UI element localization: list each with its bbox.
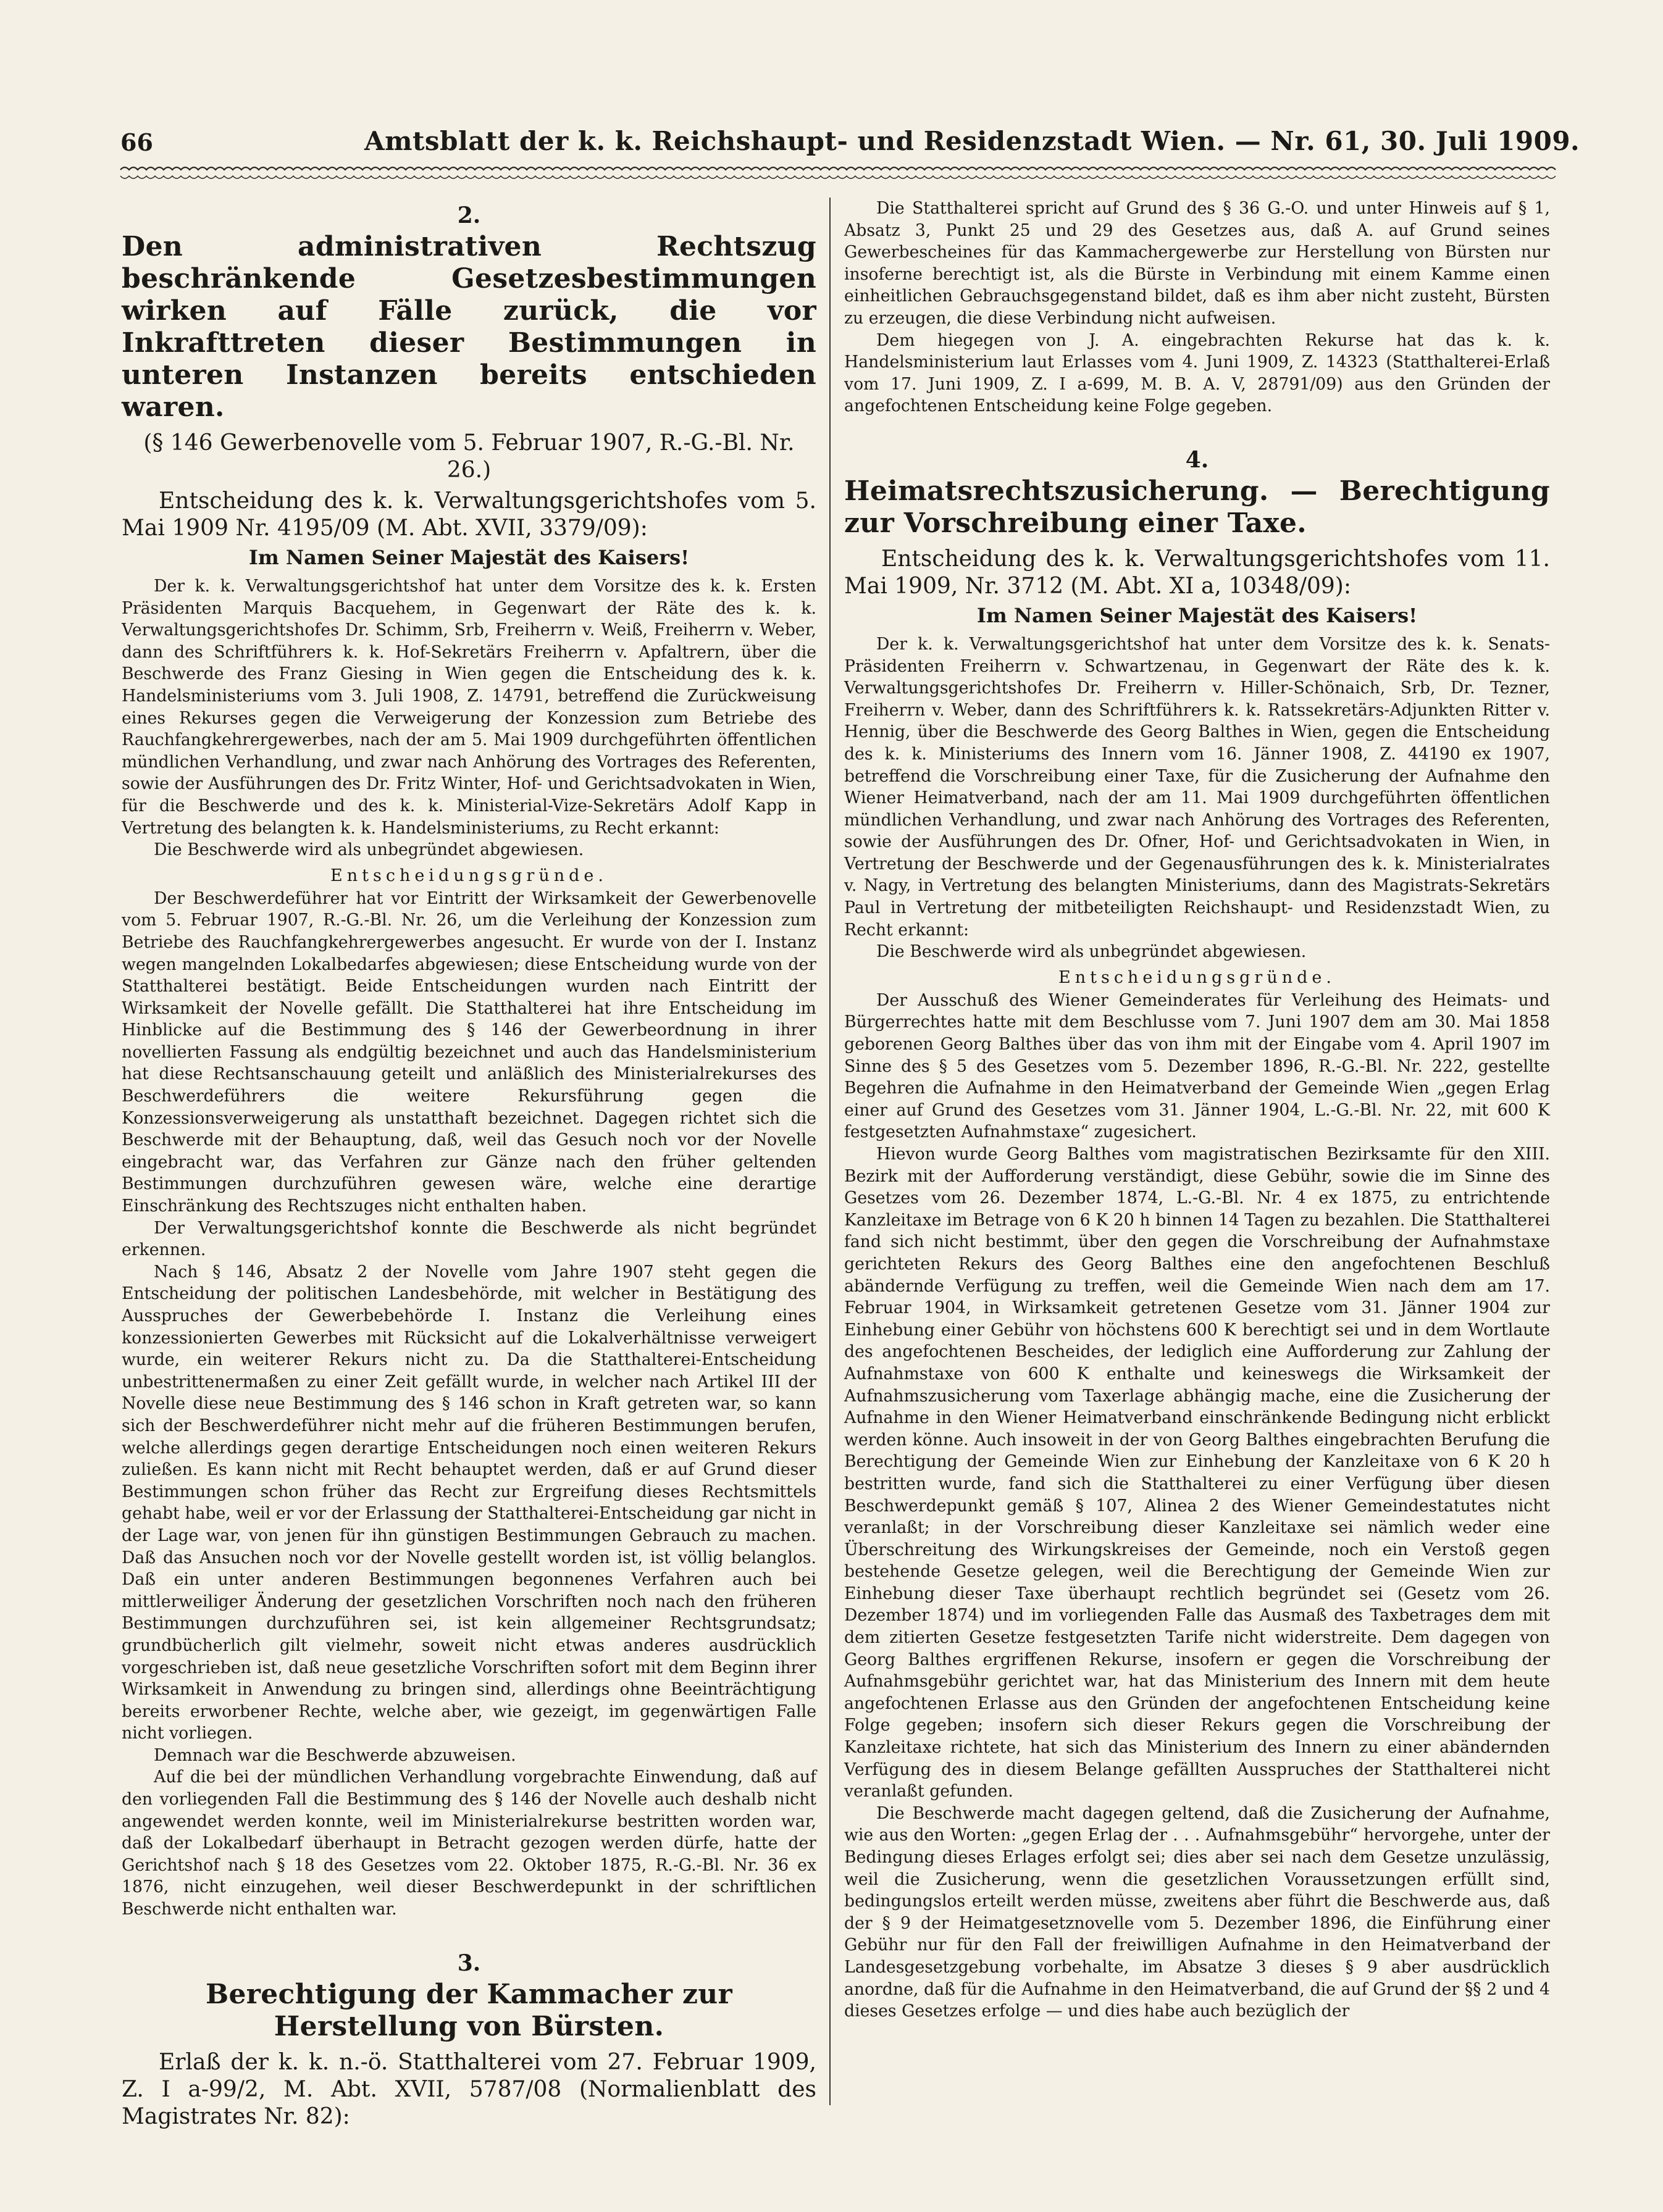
section-2-number: 2.: [457, 202, 481, 228]
header-ornamental-rule: [120, 164, 1553, 182]
section-4-grounds-heading: Entscheidungsgründe.: [1058, 967, 1336, 987]
section-4-number: 4.: [1185, 446, 1209, 473]
section-2-paragraph: Auf die bei der mündlichen Verhandlung vorgebrachte Einwendung, daß auf den vorliegenden Fall die Bestimmung des § 146 der Novelle auch deshalb nicht angewendet werden konnte, weil im Ministerialrekurse bestritten worden war, daß der Lokalbedarf überhaupt in Betracht gezogen werden dürfe, hatte der Gerichtshof nach § 18 des Gesetzes vom 22. Oktober 1875, R.-G.-Bl. Nr. 36 ex 1876, nicht einzugehen, weil dieser Beschwerdepunkt in der schriftlichen Beschwerde nicht enthalten war.: [122, 1768, 816, 1919]
section-2-paragraph: Demnach war die Beschwerde abzuweisen.: [154, 1745, 516, 1765]
section-3-decree: Erlaß der k. k. n.-ö. Statthalterei vom 27. Februar 1909, Z. I a-99/2, M. Abt. XVII, 5787/08 (Normalienblatt des Magistrates Nr. 82):: [122, 2049, 816, 2129]
section-2-name-line: Im Namen Seiner Majestät des Kaisers!: [248, 546, 690, 569]
section-4-name-line: Im Namen Seiner Majestät des Kaisers!: [976, 603, 1418, 627]
section-4-title: Heimatsrechtszusicherung. — Berechtigung zur Vorschreibung einer Taxe.: [844, 475, 1550, 539]
section-2-decision: Entscheidung des k. k. Verwaltungsgerichtshofes vom 5. Mai 1909 Nr. 4195/09 (M. Abt. XVII, 3379/09):: [122, 488, 816, 541]
section-3-paragraph: Dem hiegegen von J. A. eingebrachten Rekurse hat das k. k. Handelsministerium laut Erlasses vom 4. Juni 1909, Z. 14323 (Statthalterei-Erlaß vom 17. Juni 1909, Z. I a-699, M. B. A. V, 28791/09) aus den Gründen der angefochtenen Entscheidung keine Folge gegeben.: [844, 330, 1550, 416]
section-3-number: 3.: [457, 1950, 481, 1976]
section-3-paragraph: Die Statthalterei spricht auf Grund des § 36 G.-O. und unter Hinweis auf § 1, Absatz 3, Punkt 25 und 29 des Gesetzes aus, daß A. auf Grund seines Gewerbescheines für das Kammachergewerbe zur Herstellung von Bürsten nur insoferne berechtigt ist, als die Bürste in Verbindung mit einem Kamme einen einheitlichen Gebrauchsgegenstand bildet, daß es ihm aber nicht zusteht, Bürsten zu erzeugen, die diese Verbindung nicht aufweisen.: [844, 199, 1550, 328]
left-column: [122, 198, 816, 2129]
section-4-verdict: Die Beschwerde wird als unbegründet abgewiesen.: [876, 942, 1307, 962]
right-column: [844, 198, 1550, 2105]
section-2-verdict: Die Beschwerde wird als unbegründet abgewiesen.: [154, 840, 584, 860]
column-divider: [829, 198, 831, 2105]
section-2-paragraph: Der Beschwerdeführer hat vor Eintritt der Wirksamkeit der Gewerbenovelle vom 5. Februar 1907, R.-G.-Bl. Nr. 26, um die Verleihung der Konzession zum Betriebe des Rauchfangkehrergewerbes angesucht. Er wurde von der I. Instanz wegen mangelnden Lokalbedarfes abgewiesen; diese Entscheidung wurde von der Statthalterei bestätigt. Beide Entscheidungen wurden nach Eintritt der Wirksamkeit der Novelle gefällt. Die Statthalterei hat ihre Entscheidung im Hinblicke auf die Bestimmung des § 146 der Gewerbeordnung in ihrer novellierten Fassung als endgültig bezeichnet und auch das Handelsministerium hat diese Rechtsanschauung geteilt und anläßlich des Ministerialrekurses des Beschwerdeführers die weitere Rekursführung gegen die Konzessionsverweigerung als unstatthaft bezeichnet. Dagegen richtet sich die Beschwerde mit der Behauptung, daß, weil das Gesuch noch vor der Novelle eingebracht war, das Verfahren zur Gänze nach den früher geltenden Bestimmungen durchzuführen gewesen wäre, welche eine derartige Einschränkung des Rechtszuges nicht enthalten haben.: [122, 888, 816, 1216]
section-2-title: Den administrativen Rechtszug beschränkende Gesetzesbestimmungen wirken auf Fälle zurück, die vor Inkrafttreten dieser Bestimmungen in unteren Instanzen bereits entschieden waren.: [122, 231, 816, 423]
section-4-paragraph: Hievon wurde Georg Balthes vom magistratischen Bezirksamte für den XIII. Bezirk mit der Aufforderung verständigt, diese Gebühr, sowie die im Sinne des Gesetzes vom 26. Dezember 1874, L.-G.-Bl. Nr. 4 ex 1875, zu entrichtende Kanzleitaxe im Betrage von 6 K 20 h binnen 14 Tagen zu bezahlen. Die Statthalterei fand sich nicht bestimmt, über den gegen die Vorschreibung der Aufnahmstaxe gerichteten Rekurs des Georg Balthes eine den angefochtenen Beschluß abändernde Verfügung zu treffen, weil die Gemeinde Wien nach dem am 17. Februar 1904, in Wirksamkeit getretenen Gesetze vom 31. Jänner 1904 zur Einhebung einer Gebühr von höchstens 600 K berechtigt sei und in dem Wortlaute des angefochtenen Bescheides, der lediglich eine Aufforderung zur Zahlung der Aufnahmstaxe von 600 K enthalte und keineswegs die Wirksamkeit der Aufnahmszusicherung vom Taxerlage abhängig mache, eine die Zusicherung der Aufnahme in den Wiener Heimatverband einschränkende Bedingung nicht erblickt werden könne. Auch insoweit in der von Georg Balthes eingebrachten Berufung die Berechtigung der Gemeinde Wien zur Einhebung der Kanzleitaxe von 6 K 20 h bestritten wurde, fand sich die Statthalterei zu einer Verfügung über diesen Beschwerdepunkt gemäß § 107, Alinea 2 des Wiener Gemeindestatutes nicht veranlaßt; in der Vorschreibung dieser Kanzleitaxe sei nämlich weder eine Überschreitung des Wirkungskreises der Gemeinde, noch ein Verstoß gegen bestehende Gesetze gelegen, weil die Berechtigung der Gemeinde Wien zur Einhebung dieser Taxe überhaupt rechtlich begründet sei (Gesetz vom 26. Dezember 1874) und im vorliegenden Falle das Ausmaß des Taxbetrages dem mit dem zitierten Gesetze festgesetzten Tarife nicht widerstreite. Dem dagegen von Georg Balthes ergriffenen Rekurse, insofern er gegen die Vorschreibung der Aufnahmsgebühr gerichtet war, hat das Ministerium des Innern mit dem heute angefochtenen Erlasse aus den Gründen der angefochtenen Entscheidung keine Folge gegeben; insofern sich dieser Rekurs gegen die Vorschreibung der Kanzleitaxe richtete, hat sich das Ministerium des Innern zu einer abändernden Verfügung des in diesem Belange gefällten Ausspruches der Statthalterei nicht veranlaßt gefunden.: [844, 1145, 1550, 1801]
section-2-citation: (§ 146 Gewerbenovelle vom 5. Februar 1907, R.-G.-Bl. Nr. 26.): [143, 430, 795, 483]
page-number: 66: [120, 128, 153, 156]
section-4-decision: Entscheidung des k. k. Verwaltungsgerichtshofes vom 11. Mai 1909, Nr. 3712 (M. Abt. XI a, 10348/09):: [844, 546, 1550, 599]
section-3-title: Berechtigung der Kammacher zur Herstellung von Bürsten.: [205, 1978, 733, 2042]
page-header: [120, 122, 1580, 165]
section-2-paragraph: Der k. k. Verwaltungsgerichtshof hat unter dem Vorsitze des k. k. Ersten Präsidenten Marquis Bacquehem, in Gegenwart der Räte des k. k. Verwaltungsgerichtshofes Dr. Schimm, Srb, Freiherrn v. Weiß, Freiherrn v. Weber, dann des Schriftführers k. k. Hof-Sekretärs Freiherrn v. Apfaltrern, über die Beschwerde des Franz Giesing in Wien gegen die Entscheidung des k. k. Handelsministeriums vom 3. Juli 1908, Z. 14791, betreffend die Zurückweisung eines Rekurses gegen die Verweigerung der Konzession zum Betriebe des Rauchfangkehrergewerbes, nach der am 5. Mai 1909 durchgeführten öffentlichen mündlichen Verhandlung, und zwar nach Anhörung des Vortrages des Referenten, sowie der Ausführungen des Dr. Fritz Winter, Hof- und Gerichtsadvokaten in Wien, für die Beschwerde und des k. k. Ministerial-Vize-Sekretärs Adolf Kapp in Vertretung des belangten k. k. Handelsministeriums, zu Recht erkannt:: [122, 577, 816, 838]
section-2-paragraph: Nach § 146, Absatz 2 der Novelle vom Jahre 1907 steht gegen die Entscheidung der politischen Landesbehörde, mit welcher in Bestätigung des Ausspruches der Gewerbebehörde I. Instanz die Verleihung eines konzessionierten Gewerbes mit Rücksicht auf die Lokalverhältnisse verweigert wurde, ein weiterer Rekurs nicht zu. Da die Statthalterei-Entscheidung unbestrittenermaßen zu einer Zeit gefällt wurde, in welcher nach Artikel III der Novelle diese neue Bestimmung des § 146 schon in Kraft getreten war, so kann sich der Beschwerdeführer nicht mehr auf die früheren Bestimmungen berufen, welche allerdings gegen derartige Entscheidungen noch einen weiteren Rekurs zuließen. Es kann nicht mit Recht behauptet werden, daß er auf Grund dieser Bestimmungen schon früher das Recht zur Ergreifung dieses Rechtsmittels gehabt habe, weil er vor der Erlassung der Statthalterei-Entscheidung gar nicht in der Lage war, von jenen für ihn günstigen Bestimmungen Gebrauch zu machen. Daß das Ansuchen noch vor der Novelle gestellt worden ist, ist völlig belanglos. Daß ein unter anderen Bestimmungen begonnenes Verfahren auch bei mittlerweiliger Änderung der gesetzlichen Vorschriften noch nach den früheren Bestimmungen durchzuführen sei, ist kein allgemeiner Rechtsgrundsatz; grundbücherlich gilt vielmehr, soweit nicht etwas anderes ausdrücklich vorgeschrieben ist, daß neue gesetzliche Vorschriften sofort mit dem Beginn ihrer Wirksamkeit in Anwendung zu bringen sind, allerdings ohne Beeinträchtigung bereits erworbener Rechte, welche aber, wie gezeigt, im gegenwärtigen Falle nicht vorliegen.: [122, 1262, 816, 1743]
section-2-paragraph: Der Verwaltungsgerichtshof konnte die Beschwerde als nicht begründet erkennen.: [122, 1218, 816, 1260]
section-4-paragraph: Die Beschwerde macht dagegen geltend, daß die Zusicherung der Aufnahme, wie aus den Worten: „gegen Erlag der . . . Aufnahmsgebühr“ hervorgehe, unter der Bedingung dieses Erlages erfolgt sei; dies aber sei nach dem Gesetze unzulässig, weil die Zusicherung, wenn die gesetzlichen Voraussetzungen erfüllt sind, bedingungslos erteilt werden müsse, zweitens aber führt die Beschwerde aus, daß der § 9 der Heimatgesetznovelle vom 5. Dezember 1896, die Einführung einer Gebühr nur für den Fall der freiwilligen Aufnahme in den Heimatverband der Landesgesetzgebung vorbehalte, im Absatze 3 dieses § 9 aber ausdrücklich anordne, daß für die Aufnahme in den Heimatverband, die auf Grund der §§ 2 und 4 dieses Gesetzes erfolge — und dies habe auch bezüglich der: [844, 1803, 1550, 2021]
section-2-grounds-heading: Entscheidungsgründe.: [330, 866, 608, 885]
section-4-paragraph: Der Ausschuß des Wiener Gemeinderates für Verleihung des Heimats- und Bürgerrechtes hatte mit dem Beschlusse vom 7. Juni 1907 dem am 30. Mai 1858 geborenen Georg Balthes über das von ihm mit der Eingabe vom 4. April 1907 im Sinne des § 5 des Gesetzes vom 5. Dezember 1896, R.-G.-Bl. Nr. 222, gestellte Begehren die Aufnahme in den Heimatverband der Gemeinde Wien „gegen Erlag einer auf Grund des Gesetzes vom 31. Jänner 1904, L.-G.-Bl. Nr. 22, mit 600 K festgesetzten Aufnahmstaxe“ zugesichert.: [844, 990, 1550, 1142]
section-4-paragraph: Der k. k. Verwaltungsgerichtshof hat unter dem Vorsitze des k. k. Senats-Präsidenten Freiherrn v. Schwartzenau, in Gegenwart der Räte des k. k. Verwaltungsgerichtshofes Dr. Freiherrn v. Hiller-Schönaich, Srb, Dr. Tezner, Freiherrn v. Weber, dann des Schriftführers k. k. Ratssekretärs-Adjunkten Ritter v. Hennig, über die Beschwerde des Georg Balthes in Wien, gegen die Entscheidung des k. k. Ministeriums des Innern vom 16. Jänner 1908, Z. 44190 ex 1907, betreffend die Vorschreibung einer Taxe, für die Zusicherung der Aufnahme den Wiener Heimatverband, nach der am 11. Mai 1909 durchgeführten öffentlichen mündlichen Verhandlung, und zwar nach Anhörung des Vortrages des Referenten, sowie der Ausführungen des Dr. Ofner, Hof- und Gerichtsadvokaten in Wien, in Vertretung der Beschwerde und der Gegenausführungen des k. k. Ministerialrates v. Nagy, in Vertretung des belangten Ministeriums, dann des Magistrats-Sekretärs Paul in Vertretung der mitbeteiligten Reichshaupt- und Residenzstadt Wien, zu Recht erkannt:: [844, 634, 1550, 940]
running-title: Amtsblatt der k. k. Reichshaupt- und Residenzstadt Wien. — Nr. 61, 30. Juli 1909.: [364, 126, 1580, 156]
